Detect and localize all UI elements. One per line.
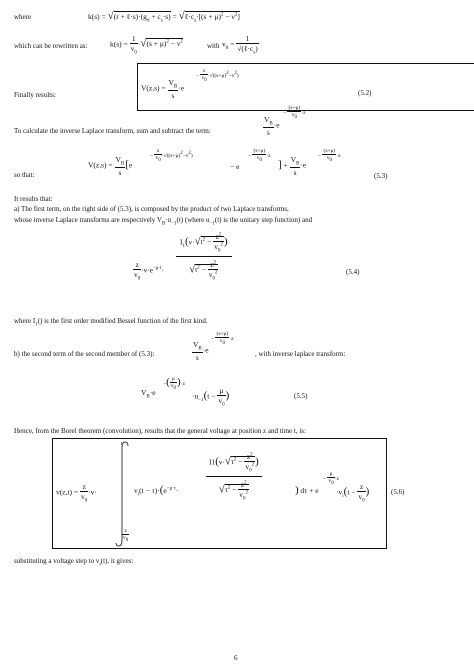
text-a-second-part3: (t) is the unitary step function) and bbox=[214, 216, 313, 224]
text-it-results: It results that: bbox=[14, 195, 53, 203]
equation-5-3-exp3: − $\frac{(s+\mu)}{v0}$ ·z bbox=[318, 148, 341, 164]
text-bessel-part2: () is the first order modified Bessel function of the first kind. bbox=[37, 317, 208, 325]
integral-lower-limit: $\frac{z}{v0}$ bbox=[123, 528, 129, 544]
integral-upper-limit: t bbox=[121, 441, 123, 447]
equation-5-6-lhs: v(z,t) = $\frac{z}{v_0}$ ·ν· bbox=[56, 482, 97, 504]
equation-5-3: V(z,s) = $\frac{V_B}{s}$ [e bbox=[88, 155, 133, 177]
text-subst-part2: (t), it gives: bbox=[100, 557, 134, 565]
equation-5-6-integrand: $v_i(t - \tau)\cdot(e^{-\mu\cdot\tau}\cdot$ bbox=[134, 484, 179, 498]
text-subst: substituting a voltage step to $v_i(t)$, it gives: bbox=[14, 557, 134, 568]
text-rewritten: which can be rewritten as: bbox=[14, 42, 88, 50]
equation-5-6-fraction: $I1(\nu\cdot√\tau^2$ − $\frac{z^2}{v_0^2}$ ) $√\tau^2$ − $\frac{z^2}{v_0^2}$ bbox=[206, 450, 262, 504]
equation-b-term: $\frac{V_B}{s}$ ·e bbox=[193, 340, 209, 362]
equation-b-term-exponent: − $\frac{(s+\mu)}{v0}$ ·z bbox=[211, 331, 234, 347]
text-so-that: so that: bbox=[14, 171, 35, 179]
text-b-second-tail: , with inverse laplace transform: bbox=[255, 350, 346, 358]
text-with: with bbox=[207, 42, 220, 50]
text-a-second-part2: (t) (where u bbox=[176, 216, 210, 224]
equation-5-3-mid: − e bbox=[230, 162, 240, 171]
equation-5-3-tail: ] + $\frac{V_B}{s}$ ·e bbox=[278, 155, 307, 177]
text-to-calc: To calculate the inverse Laplace transform, sum and subtract the term: bbox=[14, 127, 211, 135]
text-a-second: whose inverse Laplace transforms are respectively $V_B\cdot u_{-1}(t)$ (where $u_{-1}(t)$ is the unitary step function) and bbox=[14, 216, 313, 227]
text-a-second-part1: whose inverse Laplace transforms are respectively V bbox=[14, 216, 162, 224]
page-number: 6 bbox=[234, 654, 238, 662]
equation-5-6-exponent: − $\frac{\mu}{v0}$ ·z bbox=[323, 471, 340, 487]
equation-ks-rewritten: k(s) = $\frac{1}{v_0}$ $\cdot√(s + \mu)^2 - \nu^2$ bbox=[110, 34, 183, 56]
equation-5-5-step: $\cdot u_{-1}(t$ − $\frac{\mu}{v_0}$ ) bbox=[192, 386, 230, 408]
equation-5-4-prefix: $\frac{z}{v_0}$ $\cdot\nu\cdot e^{-\mu\cdot t}\cdot$ bbox=[134, 260, 165, 282]
equation-ks: $k(s) = √(r + \ell\cdot s)\cdot(g_d + c_s\cdot s)$ = $√\ell\cdot c_s\cdot[(s + \mu)^2 - \nu^2]$ bbox=[88, 10, 240, 24]
equation-box-5-2 bbox=[137, 63, 474, 111]
eq-number-5-6: (5.6) bbox=[391, 488, 405, 496]
text-subst-part1: substituting a voltage step to v bbox=[14, 557, 100, 565]
equation-5-4-fraction: $I_1(\nu\cdot√t^2$ − $\frac{z^2}{v_0^2}$ ) $√t^2$ − $\frac{z^2}{v_0^2}$ bbox=[176, 230, 232, 284]
equation-5-3-exp1: − $\frac{z}{v0}$ ·√((s+μ)2−ν2) bbox=[150, 148, 193, 164]
eq-number-5-4: (5.4) bbox=[346, 268, 360, 276]
text-where: where bbox=[14, 13, 32, 21]
equation-5-2: V(z,s) = $\frac{V_B}{s}$ ·e bbox=[141, 78, 185, 100]
equation-5-5: $V_B\cdot e$ bbox=[141, 388, 156, 400]
equation-5-6-end: $\cdot v_i(t$ − $\frac{z}{v_0}$ ) bbox=[336, 482, 370, 504]
text-b-second: b) the second term of the second member of (5.3): bbox=[14, 350, 155, 358]
equation-subtract-term: $\frac{V_B}{s}$ ·e bbox=[264, 115, 280, 137]
equation-v0: $v_0$ = $\frac{1}{√(\ell\cdot c_s)}$ bbox=[222, 34, 258, 56]
text-bessel-part1: where I bbox=[14, 317, 36, 325]
text-finally: Finally results: bbox=[14, 91, 56, 99]
text-hence: Hence, from the Borel theorem (convolution), results that the general voltage at position z and time t, is: bbox=[14, 427, 306, 435]
eq-number-5-3: (5.3) bbox=[374, 172, 388, 180]
equation-subtract-term-exponent: − $\frac{(s+\mu)}{v0}$ ·z bbox=[283, 105, 306, 121]
text-a-first: a) The first term, on the right side of (5.3), is composed by the product of two Laplace transforms, bbox=[14, 205, 289, 213]
equation-5-6-tail: ) dτ + e bbox=[295, 484, 319, 496]
equation-5-3-exp2: − $\frac{(s+\mu)}{v0}$ ·z bbox=[248, 148, 271, 164]
text-bessel: where $I_1()$ is the first order modified Bessel function of the first kind. bbox=[14, 317, 208, 328]
eq-number-5-2: (5.2) bbox=[358, 89, 372, 97]
equation-5-5-exponent: −( $\frac{\mu}{v0}$ )·z bbox=[163, 376, 185, 392]
equation-5-2-exponent: − $\frac{z}{v0}$ ·√((s+μ)2−ν2) bbox=[196, 68, 239, 84]
eq-number-5-5: (5.5) bbox=[294, 392, 308, 400]
